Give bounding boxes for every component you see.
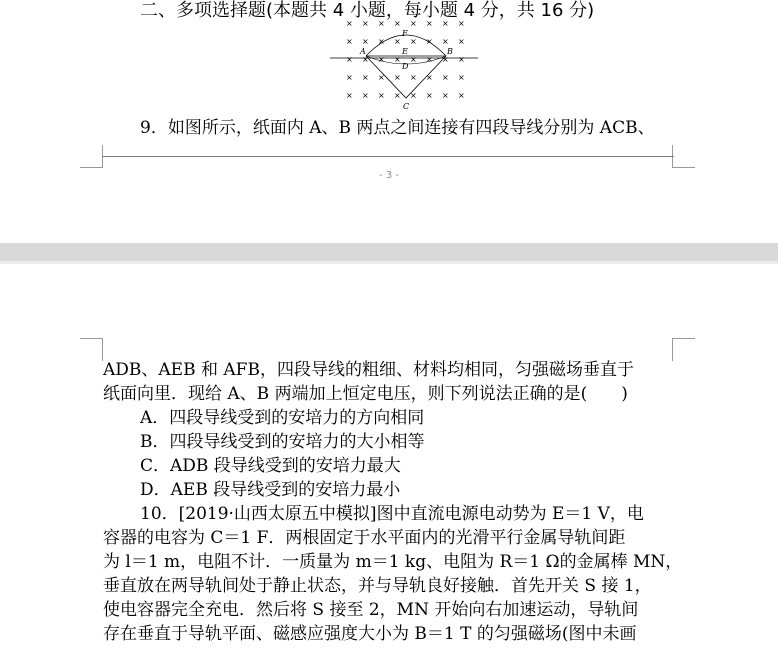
question-9-text: ADB、AEB 和 AFB，四段导线的粗细、材料均相同，匀强磁场垂直于 <box>103 360 634 380</box>
field-cross: × <box>458 73 465 82</box>
question-10-text: 存在垂直于导轨平面、磁感应强度大小为 B＝1 T 的匀强磁场(图中未画 <box>103 624 637 644</box>
option-c: C．ADB 段导线受到的安培力最大 <box>140 456 401 476</box>
field-cross: × <box>346 37 353 46</box>
margin-corner-mark <box>80 338 103 361</box>
field-cross: × <box>378 20 385 28</box>
field-cross: × <box>442 55 449 64</box>
question-10-text: 10．[2019·山西太原五中模拟]图中直流电源电动势为 E＝1 V，电 <box>140 504 644 524</box>
document-page-4 <box>0 264 778 651</box>
magnetic-field-figure <box>328 20 480 110</box>
field-cross: × <box>378 91 385 100</box>
field-cross: × <box>426 73 433 82</box>
question-10-text: 为 l＝1 m，电阻不计．一质量为 m＝1 kg、电阻为 R＝1 Ω的金属棒 MN， <box>103 552 683 572</box>
field-cross: × <box>458 91 465 100</box>
field-cross: × <box>346 55 353 64</box>
option-b: B．四段导线受到的安培力的大小相等 <box>140 432 425 452</box>
field-cross: × <box>458 20 465 28</box>
field-cross: × <box>362 73 369 82</box>
section-heading: 二、多项选择题(本题共 4 小题，每小题 4 分，共 16 分) <box>140 0 595 21</box>
label-c: C <box>403 102 410 110</box>
question-10-text: 垂直放在两导轨间处于静止状态，并与导轨良好接触．首先开关 S 接 1， <box>103 576 652 596</box>
field-cross: × <box>458 37 465 46</box>
document-page-3 <box>0 0 778 243</box>
field-cross: × <box>442 73 449 82</box>
field-cross: × <box>410 55 417 64</box>
field-cross: × <box>378 37 385 46</box>
field-cross: × <box>394 91 401 100</box>
field-cross: × <box>394 20 401 28</box>
field-cross: × <box>362 55 369 64</box>
margin-corner-mark <box>672 338 695 361</box>
label-a: A <box>360 47 366 56</box>
field-cross: × <box>378 73 385 82</box>
label-d: D <box>402 62 409 71</box>
page-number: - 3 - <box>379 170 399 181</box>
label-b: B <box>447 47 453 56</box>
option-d: D．AEB 段导线受到的安培力最小 <box>140 480 401 500</box>
field-cross: × <box>346 73 353 82</box>
field-cross: × <box>410 20 417 28</box>
field-cross: × <box>442 91 449 100</box>
page-gap <box>0 243 778 261</box>
field-cross: × <box>426 37 433 46</box>
question-9-text: 纸面向里．现给 A、B 两端加上恒定电压，则下列说法正确的是( ) <box>103 384 628 404</box>
field-cross: × <box>426 20 433 28</box>
margin-corner-mark <box>672 145 695 168</box>
field-cross: × <box>426 91 433 100</box>
field-cross: × <box>410 37 417 46</box>
label-f: F <box>402 29 408 38</box>
margin-corner-mark <box>80 145 103 168</box>
field-cross: × <box>362 91 369 100</box>
footer-rule <box>102 156 674 157</box>
field-cross: × <box>362 20 369 28</box>
field-cross: × <box>458 55 465 64</box>
field-cross: × <box>346 91 353 100</box>
question-10-text: 容器的电容为 C＝1 F．两根固定于水平面内的光滑平行金属导轨间距 <box>103 528 626 548</box>
option-a: A．四段导线受到的安培力的方向相同 <box>140 408 425 428</box>
question-9-intro: 9．如图所示，纸面内 A、B 两点之间连接有四段导线分别为 ACB、 <box>140 118 655 138</box>
field-cross: × <box>426 55 433 64</box>
question-10-text: 使电容器完全充电．然后将 S 接至 2，MN 开始向右加速运动，导轨间 <box>103 600 639 620</box>
field-cross: × <box>410 73 417 82</box>
field-cross: × <box>394 55 401 64</box>
field-cross: × <box>442 20 449 28</box>
field-cross: × <box>410 91 417 100</box>
field-cross: × <box>346 20 353 28</box>
field-cross: × <box>394 73 401 82</box>
label-e: E <box>402 47 408 56</box>
field-cross: × <box>362 37 369 46</box>
field-cross: × <box>378 55 385 64</box>
field-cross: × <box>442 37 449 46</box>
field-cross: × <box>394 37 401 46</box>
